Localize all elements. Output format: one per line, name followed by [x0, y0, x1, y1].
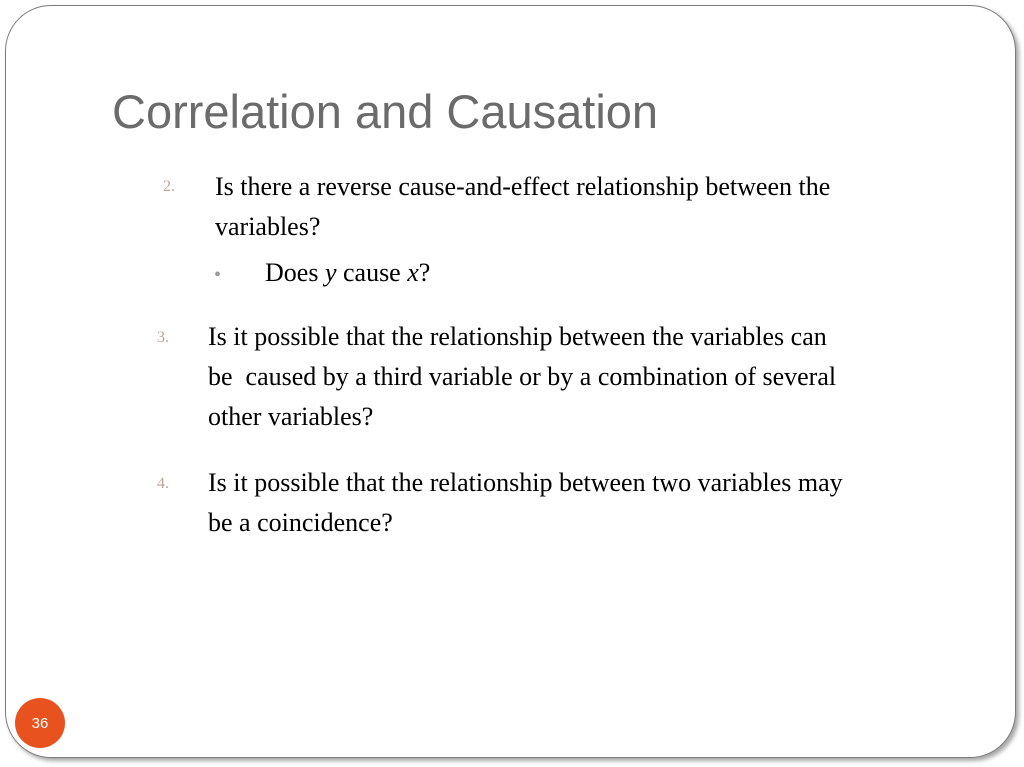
variable-y: y [324, 258, 337, 287]
list-item-line: variables? [215, 212, 321, 241]
sub-list-item [265, 253, 430, 293]
list-item-line: be caused by a third variable or by a combination of several [208, 362, 837, 391]
list-item [208, 463, 843, 543]
list-item [215, 167, 830, 247]
sub-item-suffix: ? [418, 258, 431, 287]
sub-item-prefix: Does [265, 258, 325, 287]
list-number: 3. [157, 329, 169, 346]
list-item-line: Is it possible that the relationship between two variables may [208, 468, 843, 497]
bullet-icon: • [214, 264, 222, 286]
sub-item-middle: cause [336, 258, 408, 287]
list-number: 4. [157, 475, 169, 492]
list-item-line: Is it possible that the relationship between the variables can [208, 322, 827, 351]
list-number: 2. [163, 178, 175, 195]
page-number-badge: 36 [15, 698, 65, 748]
slide-title: Correlation and Causation [112, 85, 659, 138]
list-item-line: other variables? [208, 402, 374, 431]
list-item-line: be a coincidence? [208, 508, 393, 537]
list-item [208, 317, 836, 437]
list-item-line: Is there a reverse cause-and-effect relationship between the [215, 172, 831, 201]
variable-x: x [407, 258, 419, 287]
